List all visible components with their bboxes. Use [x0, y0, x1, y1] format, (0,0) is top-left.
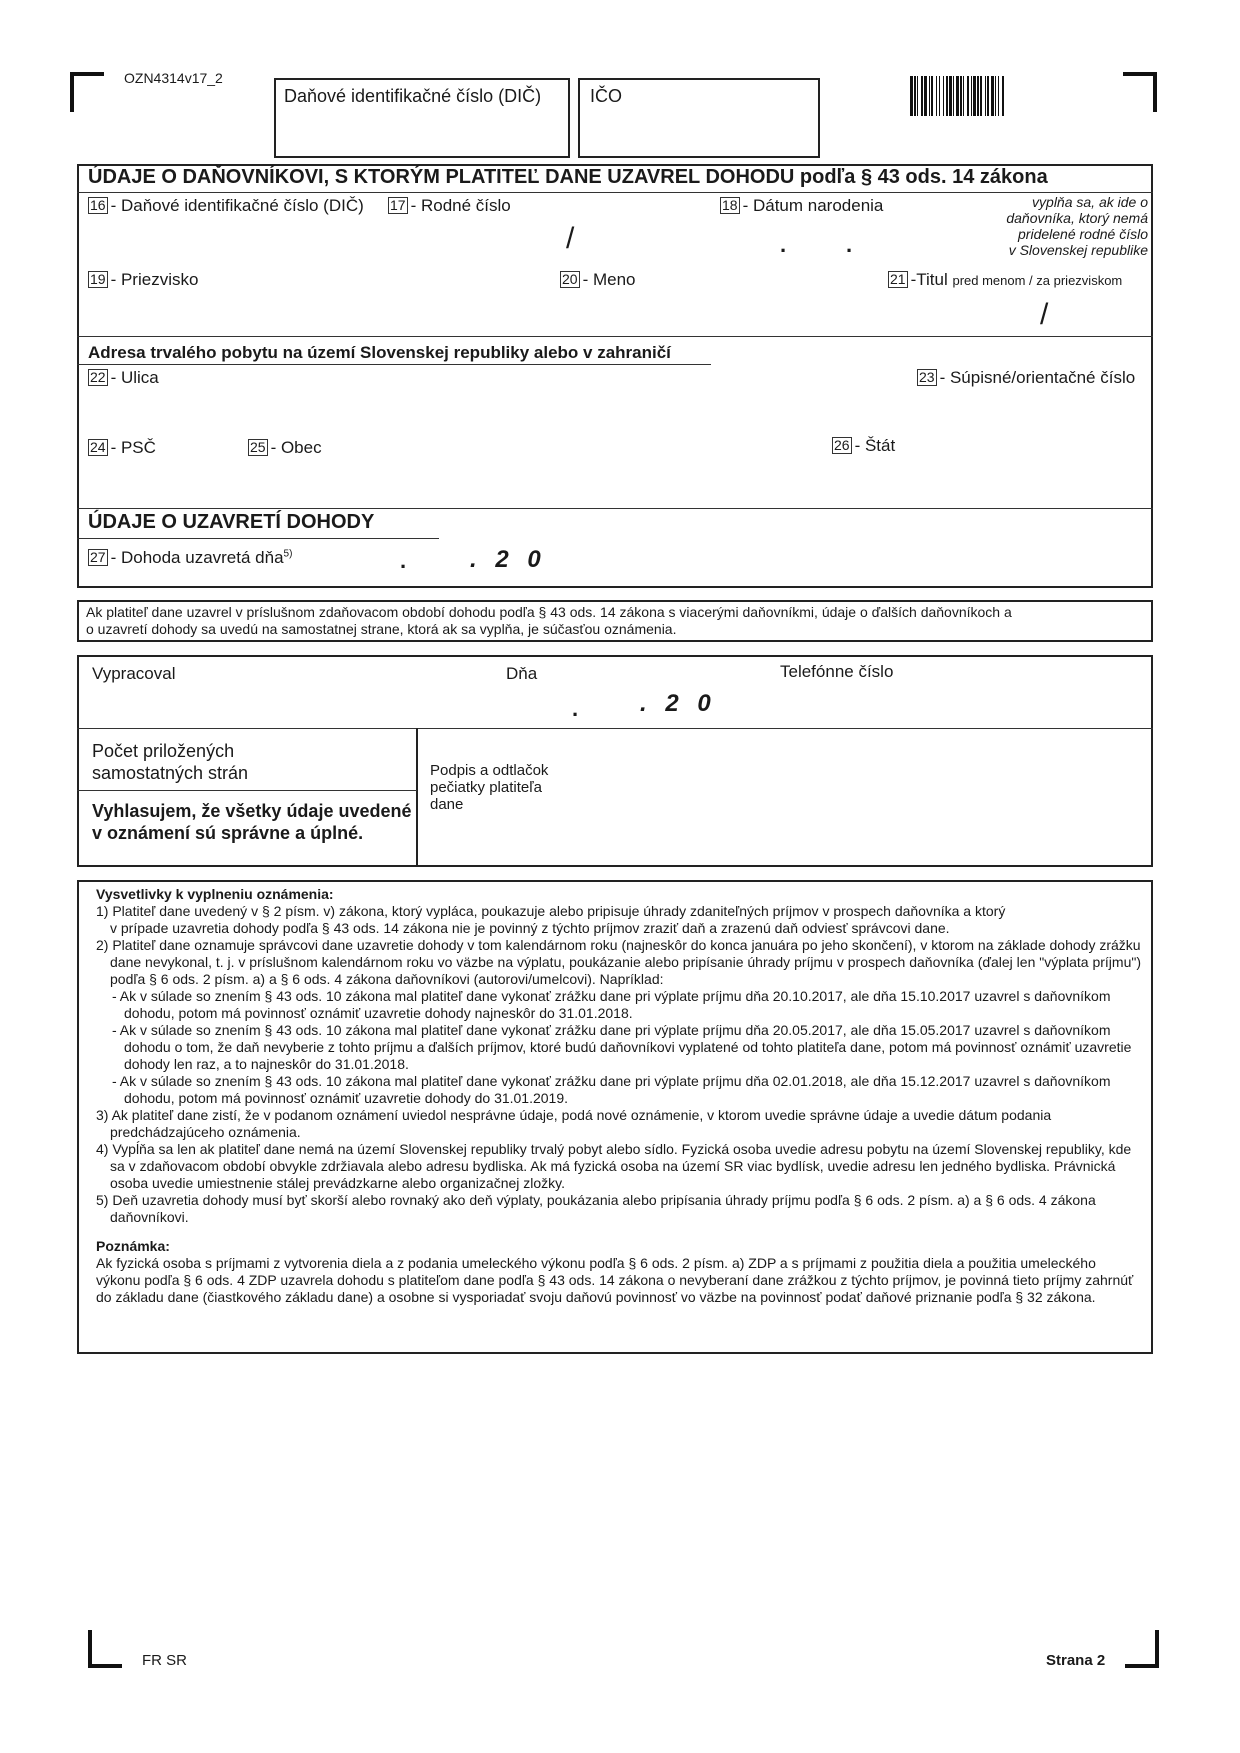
field-22-label: 22 - Ulica — [90, 368, 159, 387]
corner-mark-top-right — [1123, 72, 1157, 76]
field-25-label: 25 - Obec — [250, 438, 322, 457]
declaration-text: Vyhlasujem, že všetky údaje uvedené v oznámení sú správne a úplné. — [92, 801, 412, 843]
notes: Vysvetlivky k vyplneniu oznámenia: 1) Platiteľ dane uvedený v § 2 písm. v) zákona, ktorý vypláca, poukazuje alebo pripisuje úhrady zdaniteľných príjmov v prospech daňovníka a ktorý v prípade uzavretia dohody podľa § 43 ods. 14 zákona nie je povinný z týchto príjmov zraziť daň a zrazenú daň odviesť správcovi dane. 2) Platiteľ dane oznamuje správcovi dane uzavretie dohody v tom kalendárnom roku (najneskôr do konca januára po jeho skončení), v ktorom na základe dohody zrážku dane nevykonal, t. j. v príslušnom kalendárnom roku vo väzbe na výplatu, poukázanie alebo pripísanie úhrady príjmu v prospech daňovníka (ďalej len "výplata príjmu") podľa § 6 ods. 2 písm. a) a § 6 ods. 4 zákona daňovníkovi (autorovi/umelcovi). Napríklad: - Ak v súlade so znením § 43 ods. 10 zákona mal platiteľ dane vykonať zrážku dane pri výplate príjmu dňa 20.10.2017, ale dňa 15.10.2017 uzavrel s daňovníkom dohodu, potom má povinnosť oznámiť uzavretie dohody najneskôr do 31.01.2018. - Ak v súlade so znením § 43 ods. 10 zákona mal platiteľ dane vykonať zrážku dane pri výplate príjmu dňa 20.05.2017, ale dňa 15.05.2017 uzavrel s daňovníkom dohodu o tom, že daň nevyberie z tohto príjmu a ďalších príjmov, ktoré budú daňovníkovi vyplatené od tohto platiteľa dane, potom má povinnosť oznámiť uzavretie dohody len raz, a to najneskôr do 31.01.2018. - Ak v súlade so znením § 43 ods. 10 zákona mal platiteľ dane vykonať zrážku dane pri výplate príjmu dňa 02.01.2018, ale dňa 15.12.2017 uzavrel s daňovníkom dohodu, potom má povinnosť oznámiť uzavretie dohody do 31.01.2019. 3) Ak platiteľ dane zistí, že v podanom oznámení uviedol nesprávne údaje, podá nové oznámenie, v ktorom uvedie správne údaje a uvedie dátum podania predchádzajúceho oznámenia. 4) Vypĺňa sa len ak platiteľ dane nemá na území Slovenskej republiky trvalý pobyt alebo sídlo. Fyzická osoba uvedie adresu pobytu na území Slovenskej republiky, kde sa v zdaňovacom období obvykle zdržiavala alebo adresu bydliska. Ak má fyzická osoba na území SR viac bydlísk, uvedie adresu len jedného bydliska. Právnická osoba uvedie umiestnenie stálej prevádzkarne alebo organizačnej zložky. 5) Deň uzavretia dohody musí byť skorší alebo rovnaký ako deň výplaty, poukázania alebo pripísania úhrady príjmu podľa § 6 ods. 2 písm. a) a § 6 ods. 4 zákona daňovníkovi. Poznámka: Ak fyzická osoba s príjmami z vytvorenia diela a z podania umeleckého výkonu podľa § 6 ods. 2 písm. a) ZDP a s príjmami z použitia diela a použitia umeleckého výkonu podľa § 6 ods. 4 ZDP uzavrela dohodu s platiteľom dane podľa § 43 ods. 14 zákona o nevyberaní dane zrážkou z týchto príjmov, je povinná tieto príjmy zahrnúť do základu dane (čiastkového základu dane) a osobne si vysporiadať svoju daňovú povinnosť vo väzbe na povinnosť podať daňové priznanie podľa § 32 zákona. — [96, 886, 1141, 1305]
barcode-bar — [1004, 76, 1005, 116]
field-16-label: 16 - Daňové identifikačné číslo (DIČ) — [90, 196, 364, 215]
footer-left: FR SR — [142, 1652, 187, 1669]
barcode — [910, 76, 1098, 116]
date-separator-1: . — [780, 232, 787, 257]
field-26-label: 26 - Štát — [834, 436, 896, 455]
field-19-label: 19 - Priezvisko — [90, 270, 199, 289]
agreement-section-title: ÚDAJE O UZAVRETÍ DOHODY — [88, 511, 375, 533]
ico-label: IČO — [590, 86, 623, 106]
divider — [77, 790, 417, 791]
divider — [77, 538, 439, 539]
prepared-by-label: Vypracoval — [92, 664, 176, 683]
stamp-label: Podpis a odtlačok pečiatky platiteľa dane — [430, 762, 549, 813]
dic-label: Daňové identifikačné číslo (DIČ) — [284, 86, 542, 106]
corner-mark-top-right-v — [1153, 72, 1157, 112]
field-27-label: 27 - Dohoda uzavretá dňa$^{5)}$ — [90, 548, 293, 567]
date-label: Dňa — [506, 664, 538, 683]
field-21-label: 21 -Titul pred menom / za priezviskom — [890, 270, 1123, 289]
field-24-label: 24 - PSČ — [90, 438, 156, 457]
corner-mark-top-left — [70, 72, 104, 76]
divider — [77, 508, 1153, 509]
divider — [77, 728, 1153, 729]
birthdate-note: vyplňa sa, ak ide o daňovníka, ktorý nemá pridelené rodné číslo v Slovenskej republike — [1006, 194, 1148, 258]
phone-label: Telefónne číslo — [780, 662, 894, 681]
title-separator: / — [1040, 298, 1049, 331]
date-separator-2: . — [846, 232, 853, 257]
field-18-label: 18 - Dátum narodenia — [722, 196, 884, 215]
field-17-label: 17 - Rodné číslo — [390, 196, 511, 215]
divider — [77, 192, 1153, 193]
divider — [77, 364, 711, 365]
corner-mark-bottom-left-h — [88, 1664, 122, 1668]
attached-pages-label: Počet priložených samostatných strán — [92, 741, 249, 783]
field-23-label: 23 - Súpisné/orientačné číslo — [919, 368, 1136, 387]
agreement-year-prefix: . 2 0 — [470, 546, 547, 573]
field-20-label: 20 - Meno — [562, 270, 636, 289]
divider — [77, 336, 1153, 337]
corner-mark-bottom-right — [1155, 1630, 1159, 1668]
corner-mark-top-left-v — [70, 72, 74, 112]
agreement-date-separator: . — [400, 548, 407, 573]
address-section-title: Adresa trvalého pobytu na území Slovenskej republiky alebo v zahraničí — [88, 343, 671, 362]
divider — [416, 728, 418, 867]
corner-mark-bottom-right-h — [1125, 1664, 1159, 1668]
sign-date-separator: . — [572, 696, 579, 721]
footer-right: Strana 2 — [1046, 1652, 1106, 1669]
partner-section-title: ÚDAJE O DAŇOVNÍKOVI, S KTORÝM PLATITEĽ DANE UZAVREL DOHODU podľa § 43 ods. 14 zákona — [88, 166, 1048, 188]
sign-year-prefix: . 2 0 — [640, 690, 717, 717]
info-text: Ak platiteľ dane uzavrel v príslušnom zdaňovacom období dohodu podľa § 43 ods. 14 zákona s viacerými daňovníkmi, údaje o ďalších daňovníkoch a o uzavretí dohody sa uvedú na samostatnej strane, ktorá ak sa vyplňa, je súčasťou oznámenia. — [86, 604, 1012, 637]
birth-number-separator: / — [566, 222, 575, 255]
form-code: OZN4314v17_2 — [124, 70, 223, 86]
corner-mark-bottom-left — [88, 1630, 92, 1668]
